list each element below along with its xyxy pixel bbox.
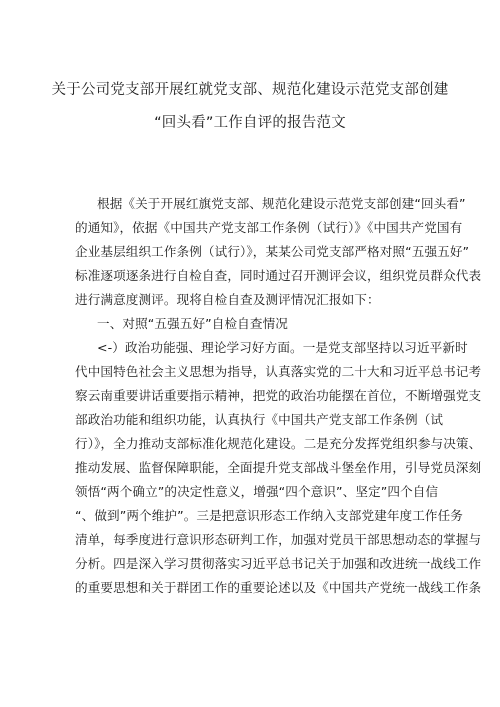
body-line-8: 代中国特色社会主义思想为指导，认真落实党的二十大和习近平总书记考 [75,364,482,379]
body-line-3: 企业基层组织工作条例（试行）》，某某公司党支部严格对照“五强五好” [75,244,470,259]
body-line-10: 部政治功能和组织功能，认真执行《中国共产党支部工作条例（试 [75,412,444,427]
body-line-17: 的重要思想和关于群团工作的重要论述以及《中国共产党统一战线工作条 [75,580,482,595]
body-line-7: <-）政治功能强、理论学习好方面。一是党支部坚持以习近平新时 [97,340,468,355]
body-line-1: 根据《关于开展红旗党支部、规范化建设示范党支部创建“回头看” [97,196,466,211]
body-line-4: 标准逐项逐条进行自检自查，同时通过召开测评会议，组织党员群众代表 [75,268,482,283]
document-title-line-1: 关于公司党支部开展红就党支部、规范化建设示范党支部创建 [51,82,449,98]
section-heading-1: 一、对照“五强五好”自检自查情况 [97,316,288,331]
document-title-line-2: “回头看”工作自评的报告范文 [154,115,346,131]
body-line-2: 的通知》，依据《中国共产党支部工作条例（试行）》《中国共产党国有 [75,220,463,235]
body-line-12: 推动发展、监督保障职能，全面提升党支部战斗堡垒作用，引导党员深刻 [75,460,482,475]
body-line-15: 清单，每季度进行意识形态研判工作，加强对党员干部思想动态的掌握与 [75,532,482,547]
body-line-16: 分析。四是深入学习贯彻落实习近平总书记关于加强和改进统一战线工作 [75,556,482,571]
body-line-13: 领悟“两个确立”的决定性意义，增强“四个意识”、坚定”四个自信 [75,484,439,499]
body-line-14: “、做到”两个维护”。三是把意识形态工作纳入支部党建年度工作任务 [75,508,463,523]
body-line-5: 进行满意度测评。现将自检自查及测评情况汇报如下： [75,292,380,307]
body-line-11: 行）》，全力推动支部标准化规范化建设。二是充分发挥党组织参与决策、 [75,436,482,451]
document-body [75,192,482,600]
body-line-9: 察云南重要讲话重要指示精神，把党的政治功能摆在首位，不断增强党支 [75,388,482,403]
